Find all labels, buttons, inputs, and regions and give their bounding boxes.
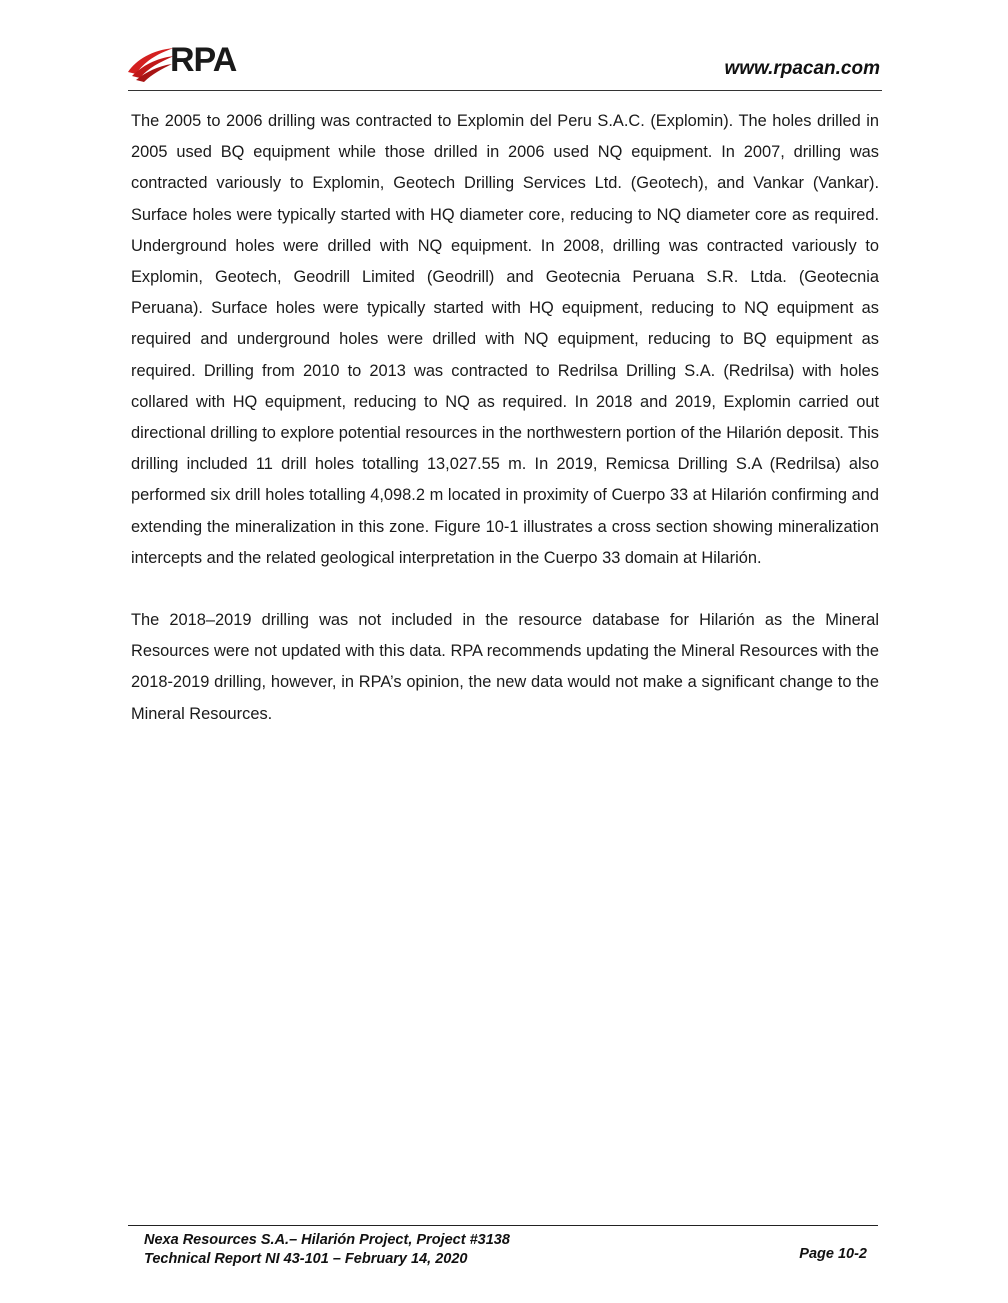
footer-info [144,1231,510,1269]
swoosh-icon [126,42,176,82]
footer-project-line: Nexa Resources S.A.– Hilarión Project, Project #3138 [144,1232,510,1248]
paragraph: The 2018–2019 drilling was not included in the resource database for Hilarión as the Mineral Resources were not updated with this data. RPA recommends updating the Mineral Resources with the 2018-2019 drilling, however, in RPA’s opinion, the new data would not make a significant change to the Mineral Resources. [131,611,879,723]
paragraph: The 2005 to 2006 drilling was contracted to Explomin del Peru S.A.C. (Explomin). The holes drilled in 2005 used BQ equipment while those drilled in 2006 used NQ equipment. In 2007, drilling was contracted variously to Explomin, Geotech Drilling Services Ltd. (Geotech), and Vankar (Vankar). Surface holes were typically started with HQ diameter core, reducing to NQ diameter core as required. Underground holes were drilled with NQ equipment. In 2008, drilling was contracted variously to Explomin, Geotech, Geodrill Limited (Geodrill) and Geotecnia Peruana S.R. Ltda. (Geotecnia Peruana). Surface holes were typically started with HQ equipment, reducing to NQ equipment as required and underground holes were drilled with NQ equipment, reducing to BQ equipment as required. Drilling from 2010 to 2013 was contracted to Redrilsa Drilling S.A. (Redrilsa) with holes collared with HQ equipment, reducing to NQ as required. In 2018 and 2019, Explomin carried out directional drilling to explore potential resources in the northwestern portion of the Hilarión deposit. This drilling included 11 drill holes totalling 13,027.55 m. In 2019, Remicsa Drilling S.A (Redrilsa) also performed six drill holes totalling 4,098.2 m located in proximity of Cuerpo 33 at Hilarión confirming and extending the mineralization in this zone. Figure 10-1 illustrates a cross section showing mineralization intercepts and the related geological interpretation in the Cuerpo 33 domain at Hilarión. [131,112,879,567]
page-number: Page 10-2 [799,1246,867,1262]
logo-text: RPA [170,41,237,79]
header-divider [128,90,882,91]
document-body [131,106,879,761]
footer-report-line: Technical Report NI 43-101 – February 14, 2020 [144,1251,468,1267]
page-header [128,34,882,92]
rpa-logo [128,40,246,82]
website-url[interactable]: www.rpacan.com [724,58,880,79]
footer-divider [128,1225,878,1226]
